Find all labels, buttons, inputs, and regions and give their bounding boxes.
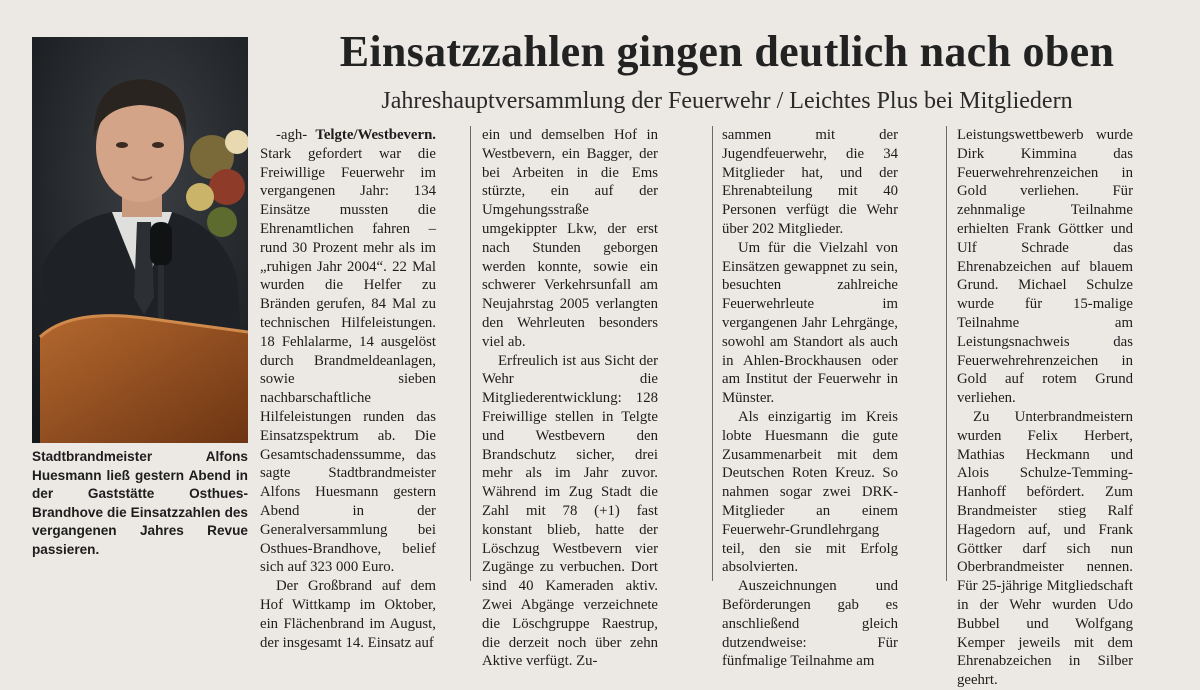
paragraph: sammen mit der Jugendfeuerwehr, die 34 Mitglieder hat, und der Ehrenabteilung mit 40 Personen verfügt die Wehr über 202 Mitglieder. (722, 127, 898, 237)
paragraph: Erfreulich ist aus Sicht der Wehr die Mitgliederentwicklung: 128 Freiwillige stellen in Telgte und Westbevern den Brandschutz sicher, drei mehr als im Jahr zuvor. Während im Zug Stadt die Zahl mit 78 (+1) fast konstant blieb, hatte der Löschzug Westbevern vier Zugänge zu verbuchen. Dort sind 40 Kameraden aktiv. Zwei Abgänge verzeichnete die Löschgruppe Raestrup, die derzeit noch über zehn Aktive verfügt. Zu- (482, 352, 658, 670)
article-column-3 (722, 126, 898, 671)
article-column-1 (260, 126, 436, 652)
dateline-author: -agh- (276, 127, 308, 143)
dateline-location: Telgte/Westbevern. (315, 127, 436, 143)
speaker-photo (32, 37, 248, 443)
photo-caption: Stadtbrandmeister Alfons Huesmann ließ gestern Abend in der Gaststätte Osthues-Brandhove die Einsatzzahlen des vergangenen Jahres Revue passieren. (32, 449, 248, 557)
headline: Einsatzzahlen gingen deutlich nach oben (339, 27, 1115, 76)
paragraph: Leistungswettbewerb wurde Dirk Kimmina das Feuerwehrehrenzeichen in Gold verliehen. Für zehnmalige Teilnahme erhielten Frank Göttker und Ulf Schrade das Ehrenabzeichen auf blauem Grund. Michael Schulze wurde für 15-malige Teilnahme am Leistungsnachweis das Feuerwehrehrenzeichen in Gold auf rotem Grund verliehen. (957, 127, 1133, 407)
paragraph: Auszeichnungen und Beförderungen gab es anschließend gleich dutzendweise: Für fünfmalige Teilnahme am (722, 578, 898, 670)
article-column-4 (957, 126, 1133, 690)
column-divider (470, 126, 471, 581)
column-divider (946, 126, 947, 581)
article-column-2 (482, 126, 658, 671)
paragraph: Der Großbrand auf dem Hof Wittkamp im Oktober, ein Flächenbrand im August, der insgesamt 14. Einsatz auf (260, 578, 436, 651)
paragraph: Zu Unterbrandmeistern wurden Felix Herbert, Mathias Heckmann und Alois Schulze-Temming-Hanhoff befördert. Zum Brandmeister stieg Ralf Hagedorn auf, und Frank Göttker darf sich nun Oberbrandmeister nennen. Für 25-jährige Mitgliedschaft in der Wehr wurden Udo Bubbel und Wolfgang Kemper jeweils mit dem Ehrenabzeichen in Silber geehrt. (957, 408, 1133, 689)
paragraph: Um für die Vielzahl von Einsätzen gewappnet zu sein, besuchten zahlreiche Feuerwehrleute im vergangenen Jahr Lehrgänge, sowohl am Standort als auch in Ahlen-Brockhausen oder am Institut der Feuerwehr in Münster. (722, 239, 898, 407)
paragraph: ein und demselben Hof in Westbevern, ein Bagger, der bei Arbeiten in die Ems stürzte, ein auf der Umgehungsstraße umgekippter Lkw, der erst nach Stunden geborgen werden konnte, sowie ein schwerer Verkehrsunfall am Neujahrstag 2005 verlangten den Wehrleuten besonders viel ab. (482, 127, 658, 350)
column-divider (712, 126, 713, 581)
subheadline: Jahreshauptversammlung der Feuerwehr / Leichtes Plus bei Mitgliedern (381, 88, 1073, 114)
paragraph: Als einzigartig im Kreis lobte Huesmann die gute Zusammenarbeit mit dem Deutschen Roten Kreuz. So nahmen sogar zwei DRK-Mitglieder an einem Feuerwehr-Grundlehrgang teil, den sie mit Erfolg absolvierten. (722, 408, 898, 576)
paragraph-text: Stark gefordert war die Freiwillige Feuerwehr im vergangenen Jahr: 134 Einsätze mussten die Ehrenamtlichen fahren – rund 30 Prozent mehr als im „ruhigen Jahr 2004“. 22 Mal wurden die Helfer zu Bränden gerufen, 84 Mal zu technischen Hilfeleistungen. 18 Fehlalarme, 14 ausgelöst durch Brandmeldeanlagen, sowie sieben nachbarschaftliche Hilfeleistungen runden das Einsatzspektrum ab. Die Gesamtschadenssumme, das sagte Stadtbrandmeister Alfons Huesmann gestern Abend in der Generalversammlung bei Osthues-Brandhove, belief sich auf 323 000 Euro. (260, 145, 436, 576)
paragraph (260, 126, 436, 577)
